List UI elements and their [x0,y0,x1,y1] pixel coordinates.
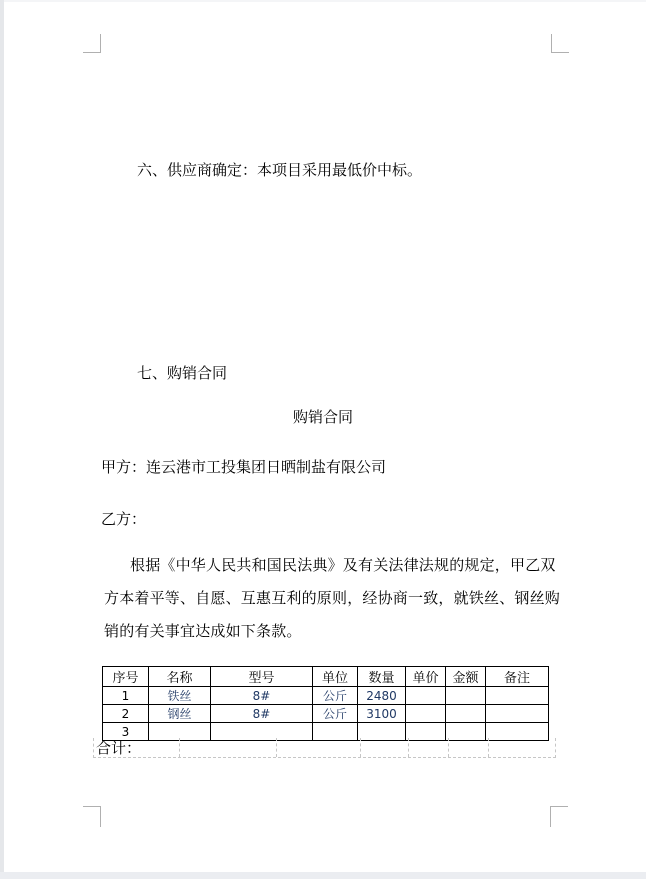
cell-unit: 公斤 [313,687,358,705]
cell-price [406,687,446,705]
cell-amount [446,705,486,723]
col-header-model: 型号 [211,667,313,687]
total-row-gridline [448,738,449,757]
cell-quantity: 2480 [358,687,406,705]
total-row-gridline [488,738,489,757]
cell-amount [446,687,486,705]
cell-remark [486,705,549,723]
table-header-row [103,667,549,687]
col-header-unit: 单位 [313,667,358,687]
col-header-price: 单价 [406,667,446,687]
cell-unit: 公斤 [313,705,358,723]
total-row-gridline [276,738,277,757]
table-row [103,687,549,705]
cell-serial: 1 [103,687,149,705]
section-6-heading: 六、供应商确定：本项目采用最低价中标。 [137,161,423,179]
cell-name: 钢丝 [149,705,211,723]
total-row [93,738,556,758]
total-row-gridline [179,738,180,757]
goods-table [102,666,549,741]
party-a-line: 甲方：连云港市工投集团日晒制盐有限公司 [101,458,387,476]
section-7-heading: 七、购销合同 [137,364,228,382]
col-header-name: 名称 [149,667,211,687]
total-row-gridline [408,738,409,757]
preamble-line-2: 方本着平等、自愿、互惠互利的原则，经协商一致，就铁丝、钢丝购 [104,589,561,607]
page-edge-bottom [0,872,646,879]
preamble-line-3: 销的有关事宜达成如下条款。 [104,622,302,640]
margin-crop-mark-top-left [83,34,101,53]
cell-quantity: 3100 [358,705,406,723]
col-header-quantity: 数量 [358,667,406,687]
cell-serial: 2 [103,705,149,723]
cell-name: 铁丝 [149,687,211,705]
cell-price [406,705,446,723]
preamble-line-1: 根据《中华人民共和国民法典》及有关法律法规的规定，甲乙双 [130,556,556,574]
total-label: 合计： [96,739,142,757]
total-row-gridline [360,738,361,757]
cell-model: 8# [211,705,313,723]
col-header-serial: 序号 [103,667,149,687]
col-header-amount: 金额 [446,667,486,687]
col-header-remark: 备注 [486,667,549,687]
page-edge-top [0,0,646,2]
cell-remark [486,687,549,705]
cell-model: 8# [211,687,313,705]
margin-crop-mark-bottom-right [550,806,568,827]
page-edge-left [0,0,4,873]
cell-serial: 3 [103,723,149,741]
party-b-line: 乙方： [101,510,147,528]
margin-crop-mark-bottom-left [83,806,101,827]
margin-crop-mark-top-right [551,34,569,53]
table-row [103,705,549,723]
contract-title: 购销合同 [292,408,353,426]
